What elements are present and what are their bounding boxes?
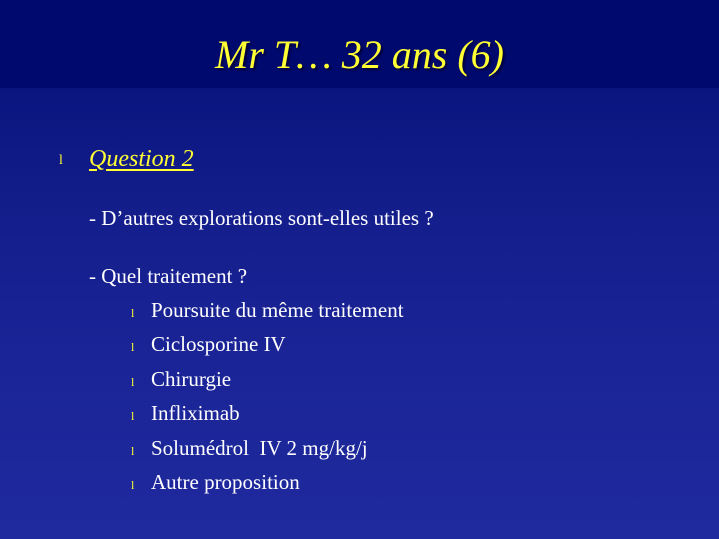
- bullet-marker: l: [131, 409, 135, 424]
- option-text: Infliximab: [151, 401, 240, 426]
- bullet-marker: l: [59, 153, 63, 168]
- bullet-marker: l: [131, 477, 135, 492]
- option-text: Solumédrol IV 2 mg/kg/j: [151, 435, 368, 460]
- list-item: [131, 366, 631, 400]
- bullet-marker: l: [131, 374, 135, 389]
- treatment-options-list: [131, 297, 631, 503]
- list-item: [131, 400, 631, 434]
- list-item: [131, 469, 631, 503]
- list-item: [131, 435, 631, 469]
- bullet-marker: l: [131, 340, 135, 355]
- explorations-question: - D’autres explorations sont-elles utiles ?: [89, 206, 434, 230]
- bullet-marker: l: [131, 306, 135, 320]
- option-text: Chirurgie: [151, 366, 232, 391]
- option-text: Poursuite du même traitement: [151, 298, 404, 322]
- question-heading: Question 2: [89, 146, 194, 172]
- list-item: [131, 297, 631, 331]
- bullet-marker: l: [131, 443, 135, 458]
- option-text: Ciclosporine IV: [151, 332, 286, 357]
- treatment-question: - Quel traitement ?: [89, 264, 248, 288]
- slide-title: Mr T… 32 ans (6): [215, 32, 504, 77]
- option-text: Autre proposition: [151, 469, 300, 494]
- list-item: [131, 331, 631, 365]
